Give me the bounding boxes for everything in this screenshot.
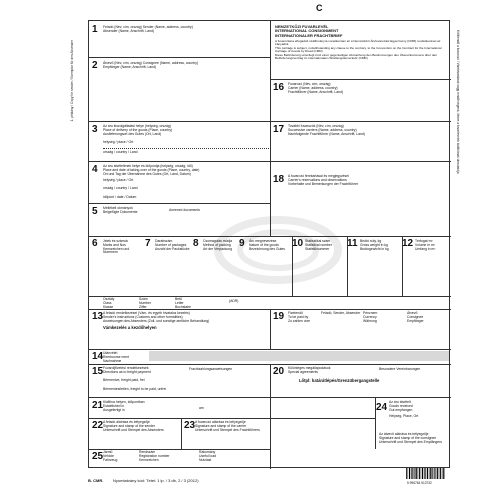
box-4-number: 4 bbox=[92, 164, 98, 175]
left-side-note: 1. példány / Copy for sender / Exemplar für den Absender bbox=[70, 40, 74, 122]
box-16-number: 16 bbox=[273, 82, 285, 93]
box-3-country: ország / country / Land bbox=[103, 150, 138, 154]
box-19-consignee: Átvevő Consignee Empfänger bbox=[407, 311, 424, 323]
box-18-label: A fuvarozó fenntartásai és megjegyzései Carrier's reservations and observations Vorbehalte und Bemerkungen der Frachtführer bbox=[288, 174, 359, 186]
box-4-date: időpont / date / Datum bbox=[103, 195, 137, 199]
box-15-number: 15 bbox=[92, 366, 104, 377]
barcode bbox=[406, 468, 446, 482]
box-21-label: Kiállítva helyen, időpontban Established in Ausgefertigt in bbox=[103, 400, 145, 412]
box-3-label: Az áru kiszolgáltatási helye (helység, ország) Place of delivery of the goods (Place, country) Auslieferungsort des Gutes (Ort, Land) bbox=[103, 124, 173, 136]
box-25-number: 25 bbox=[92, 451, 104, 462]
box-24-place: Helység, Place, Ort bbox=[389, 414, 419, 418]
box-14-number: 14 bbox=[92, 351, 104, 362]
box-19-currency: Pénznem Currency Währung bbox=[363, 311, 378, 323]
box-9-number: 9 bbox=[239, 238, 245, 249]
box-13-number: 13 bbox=[92, 311, 104, 322]
box-18-number: 18 bbox=[273, 174, 285, 185]
adr-letter: Betű Letter Buchstabe bbox=[175, 297, 192, 309]
box-4-label: Az áru átvételének helye és időpontja (helység, ország, idő) Place and date of taking over of the goods (Place, country, date) Ort und Tag der Übernahme des Gutes (Ort, Land, Datum) bbox=[103, 164, 200, 176]
box-11-label: Bruttó súly, kg Gross weight in kg Bruttogewicht in kg bbox=[360, 239, 389, 251]
box-19-label: Fizetendő To be paid by Zu zahlen vom bbox=[288, 311, 311, 323]
box-1-number: 1 bbox=[92, 24, 98, 35]
box-25-registration: Rendszám Registration number Kennzeichen bbox=[139, 450, 170, 462]
box-20-note: Lőtpl: határátlépés/Grenzübergangstelle bbox=[299, 378, 380, 383]
cmr-form-page bbox=[58, 0, 460, 500]
barcode-number: 5 996764 513732 bbox=[407, 481, 432, 485]
box-25-load: Rakomány Useful load Nutzlast bbox=[199, 450, 216, 462]
box-3-number: 3 bbox=[92, 124, 98, 135]
box-12-label: Térfogat m³ Volume in m³ Umfang in m³ bbox=[415, 239, 436, 251]
box-2-number: 2 bbox=[92, 60, 98, 71]
form-title: NEMZETKÖZI FUVARLEVÉL INTERNATIONAL CONSIGNMENT INTERNATIONALER FRACHTBRIEF bbox=[275, 24, 343, 38]
box-9-label: Áru megnevezése Nature of the goods Bezeichnung des Gutes bbox=[249, 239, 286, 251]
box-7-label: Darabszám Number of packages Anzahl der Packstücke bbox=[155, 239, 190, 251]
box-8-label: Csomagolás módja Method of packing Art der Verpackung bbox=[203, 239, 233, 251]
box-19-sender: Feladó, Sender, Absender bbox=[321, 311, 361, 315]
box-1-label: Feladó (Név, cím, ország) Sender (Name, address, country) Absender (Name, Anschrift, Land) bbox=[103, 25, 193, 33]
box-15-label: Fuvardíjfizetési rendelkezések Directions as to freight payment bbox=[103, 366, 151, 374]
box-24-number: 24 bbox=[376, 402, 388, 413]
box-13-label: A feladó rendelkezései (Vám- és egyéb hivatalos kezelés) Sender's instructions (Customs and other formalities) Anweisungen des Absenders (Zoll- und sonstige amtliche Behandlung) bbox=[103, 311, 210, 323]
box-3-place: helység / place / Ort bbox=[103, 140, 134, 144]
box-7-number: 7 bbox=[145, 238, 151, 249]
box-6-label: Jelek és számok Marks and Nos Kennzeichen und Nummern bbox=[103, 239, 130, 255]
box-10-label: Statisztikai szám Statistical number Statistiknummer bbox=[305, 239, 332, 251]
box-23-number: 23 bbox=[184, 420, 196, 431]
box-12-number: 12 bbox=[402, 238, 414, 249]
cmr-form bbox=[88, 20, 450, 468]
cmr-convention-note: A fuvarozásra elfogadott szállítmányra vonatkozóan az a Nemzetközi Árufuvarozási Egyezmény (CMR) rendelkezései az irányadók This carriage is subject, notwithstanding any clause to the contrary, to the Convention on the Contract for the International Carriage of Goods by Road (CMR) Diese Beförderung unterliegt trotz einer gegenteiligen Abmachung den Bestimmungen des Übereinkommens über den Beförderungsvertrag im internationalen Straßengüterverkehr (CMR) bbox=[275, 39, 442, 61]
box-22-number: 22 bbox=[92, 420, 104, 431]
adr-class: Osztály Class Klasse bbox=[103, 297, 115, 309]
box-11-number: 11 bbox=[347, 238, 358, 249]
box-5-label-en: Annexed documents bbox=[169, 208, 200, 212]
box-5-number: 5 bbox=[92, 206, 98, 217]
footer-code: B. CMR. bbox=[88, 478, 104, 483]
adr-label: (ADR) bbox=[229, 299, 239, 303]
box-17-number: 17 bbox=[273, 124, 285, 135]
box-5-label: Mellékelt okmányok Beigefügte Dokumente bbox=[103, 206, 138, 214]
box-15-paid: Bérmentve, freight paid, frei bbox=[103, 378, 145, 382]
box-25-vehicle: Jármű Vehicle Fahrzeug bbox=[103, 450, 118, 462]
box-4-country: ország / country / Land bbox=[103, 186, 138, 190]
box-2-label: Átvevő (Név, cím, ország) Consignee (Name, address, country) Empfänger (Name, Anschrift, Land) bbox=[103, 61, 199, 69]
box-17-label: További fuvarozók (Név, cím, ország) Successive carriers (Name, address, country) Nachfolgende Frachtführer (Name, Anschrift, Land) bbox=[288, 124, 365, 136]
box-22-label: A feladó aláírása és bélyegzője Signature and stamp of the sender Unterschrift und Stempel des Absenders bbox=[103, 420, 164, 432]
box-16-label: Fuvarozó (Név, cím, ország) Carrier (Name, address, country) Frachtführer (Name, Anschrift, Land) bbox=[288, 82, 344, 94]
adr-number: Szám Number Ziffer bbox=[139, 297, 152, 309]
box-23-label: A fuvarozó aláírása és bélyegzője Signature and stamp of the carrier Unterschrift und Stempel des Frachtführers bbox=[195, 420, 260, 432]
box-24-label: Az áru átvételt Goods received Gut empfangen bbox=[389, 400, 413, 412]
box-13-note: Vámkezelés a kezdőhelyen bbox=[103, 325, 157, 330]
box-24-consignee-signature: Az átvevő aláírása és bélyegzője Signature and stamp of the consignee Unterschrift und Stempel des Empfängers bbox=[379, 432, 442, 444]
box-21-on: am bbox=[199, 406, 204, 410]
box-20-label-de: Besondere Vereinbarungen bbox=[379, 367, 421, 371]
right-side-note: Kitöltendő a fuvarozó / Vámhivatalnak vagy rendőrségnek, illetve a fuvarlevelek kiállítóinak útmutatója bbox=[456, 30, 460, 174]
box-20-label: Különleges megállapodások Special agreements bbox=[288, 366, 331, 374]
box-8-number: 8 bbox=[193, 238, 199, 249]
box-4-place: helység / place / Ort bbox=[103, 178, 134, 182]
box-15-label-de: Frachtzahlungsanweisungen bbox=[189, 367, 233, 371]
box-20-number: 20 bbox=[273, 366, 285, 377]
box-21-number: 21 bbox=[92, 400, 104, 411]
box-15-unpaid: Bérmentesítetlen, freight to be paid, unfrei bbox=[103, 387, 167, 391]
box-19-number: 19 bbox=[273, 311, 285, 322]
box-6-number: 6 bbox=[92, 238, 98, 249]
box-10-number: 10 bbox=[292, 238, 304, 249]
footer-text: Nyomtatvány kód: Tétel: 1 lp. / 3 db, 2 / 3 (2012) bbox=[113, 478, 199, 483]
form-copy-letter: C bbox=[316, 3, 323, 13]
box-14-label: Utánvétel Rembourse ment Nachnahme bbox=[103, 351, 130, 363]
